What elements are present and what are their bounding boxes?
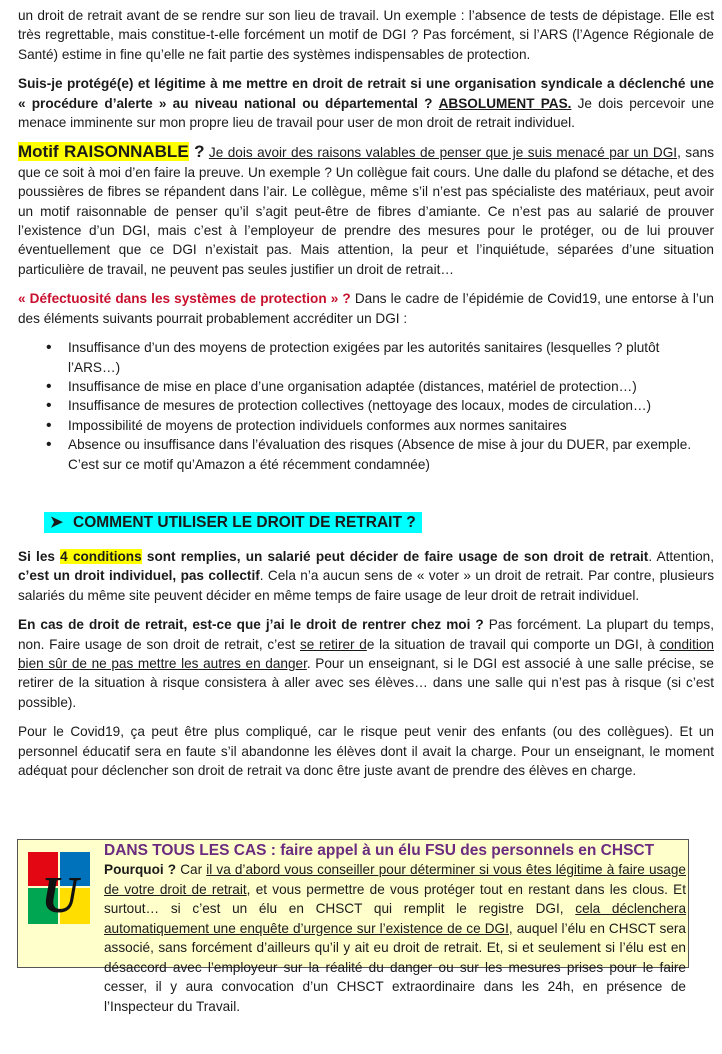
list-item: • Impossibilité de moyens de protection individuels conformes aux normes sanitaires [68,416,714,435]
section-heading-text: COMMENT UTILISER LE DROIT DE RETRAIT ? [73,513,416,531]
box-text-u2: cela déclenchera automatiquement une enquête d’urgence sur l’existence de ce DGI, [104,901,686,936]
paragraph-defectuosite [18,289,714,328]
section-heading [44,512,422,533]
list-item: • Insuffisance de mesures de protection collectives (nettoyage des locaux, modes de circulation…) [68,396,714,415]
paragraph-motif [18,142,714,279]
text-conditions-c: . Attention, [648,548,714,564]
question-alerte: Suis-je protégé(e) et légitime à me mettre en droit de retrait si une organisation syndicale a déclenché une « procédure d’alerte » au niveau national ou départemental ? [18,76,714,111]
label-defectuosite: « Défectuosité dans les systèmes de protection » ? [18,291,351,307]
box-text-a: Car [176,862,207,877]
text-conditions-d: c’est un droit individuel, pas collectif [18,568,260,584]
arrow-right-icon: ➤ [50,513,63,531]
paragraph-rentrer [18,615,714,712]
answer-alerte: ABSOLUMENT PAS. [438,95,572,111]
text-conditions-b: sont remplies, un salarié peut décider de faire usage de son droit de retrait [141,548,649,564]
paragraph-alerte [18,74,714,132]
text-conditions-e: . Cela n’a aucun sens de « voter » un droit de retrait. Par contre, plusieurs salariés du même site peuvent décider en même temps de faire usage de leur droit de retrait individuel. [18,568,714,603]
label-motif: Motif RAISONNABLE [18,142,189,162]
text-rentrer-u2: condition bien sûr de ne pas mettre les autres en danger [18,636,714,671]
question-rentrer: En cas de droit de retrait, est-ce que j’ai le droit de rentrer chez moi ? [18,617,484,633]
list-item: • Absence ou insuffisance dans l’évaluation des risques (Absence de mise à jour du DUER, par exemple. C’est sur ce motif qu’Amazon a été récemment condamnée) [68,435,714,474]
box-text-b: , et vous permettre de vous protéger tout en restant dans les clous. Et surtout… si c’est un élu en CHSCT qui remplit le registre DGI, [104,881,686,916]
info-box [17,839,689,1014]
document-page [18,6,714,790]
svg-text:U: U [41,867,79,924]
highlight-4-conditions: 4 conditions [60,548,142,564]
list-criteres [18,338,714,474]
text-defectuosite: Dans le cadre de l’épidémie de Covid19, une entorse à l’un des éléments suivants pourrait probablement accréditer un DGI : [18,291,714,326]
text-alerte: Je dois percevoir une menace imminente sur mon propre lieu de travail pour user de mon droit de retrait individuel. [18,95,715,131]
box-text-u1: il va d’abord vous conseiller pour déterminer si vous êtes légitime à faire usage de votre droit de retrait [104,862,686,897]
text-motif: , sans que ce soit à moi d’en faire la preuve. Un exemple ? Un collègue fait cours. Une dalle du plafond se détache, et des poussières de fibres se répandent dans l’air. Le collègue, même s’il n’est pas spécialiste des matériaux, peut avoir un motif raisonnable de penser qu’il s’agit peut-être de fibres d’amiante. Ce n’est pas au salarié de prouver l’existence d’un DGI, mais c’est à l’employeur de prendre des mesures pour le protéger, ou de lui prouver éventuellement que ce DGI n’existait pas. Mais attention, la peur et l’inquiétude, séparées d’une situation particulière de travail, ne peuvent pas seules justifier un droit de retrait… [18,145,715,277]
box-text [28,860,686,1016]
paragraph-tests: un droit de retrait avant de se rendre sur son lieu de travail. Un exemple : l’absence de tests de dépistage. Elle est très regrettable, mais constitue-t-elle forcément un motif de DGI ? Pas forcément, si l’ARS (l’Agence Régionale de Santé) estime in fine qu’elle ne fait partie des systèmes indispensables de protection. [18,8,714,62]
list-item: • Insuffisance d’un des moyens de protection exigées par les autorités sanitaires (lesquelles ? plutôt l’ARS…) [68,338,714,377]
text-conditions-a: Si les [18,548,61,564]
text-rentrer-c: . Pour un enseignant, si le DGI est associé à une salle précise, se retirer de la situation à risque consistera à aller avec ses élèves… dans une salle qui n’est pas à risque (si c’est possible). [18,655,714,710]
list-item: • Insuffisance de mise en place d’une organisation adaptée (distances, matériel de protection…) [68,377,714,396]
label-motif-q: ? [188,142,205,162]
paragraph-conditions [18,547,714,605]
text-rentrer-u1: se retirer d [299,636,367,652]
box-question: Pourquoi ? [104,862,177,877]
box-title: DANS TOUS LES CAS : faire appel à un élu FSU des personnels en CHSCT [104,842,655,859]
text-rentrer-a: Pas forcément. La plupart du temps, non. Faire usage de son droit de retrait, c’est [18,617,714,652]
text-motif-underlined: Je dois avoir des raisons valables de penser que je suis menacé par un DGI [208,145,678,161]
box-text-c: auquel l’élu en CHSCT sera associé, sans forcément d’ailleurs qu’il y ait eu droit de retrait. Et, si et seulement si l’élu est en désaccord avec l’employeur sur la réalité du danger ou sur les mesures prises pour le faire cesser, il y aura convocation d’un CHSCT extraordinaire dans les 24h, en présence de l’Inspecteur du Travail. [104,920,686,1014]
text-rentrer-b: e la situation de travail qui comporte un DGI, à [366,636,660,652]
paragraph-covid: Pour le Covid19, ça peut être plus compliqué, car le risque peut venir des enfants (ou des collègues). Et un personnel éducatif sera en faute s’il abandonne les élèves dont il avait la charge. Pour un enseignant, le moment adéquat pour déclencher son droit de retrait va donc être juste avant de prendre des élèves en charge. [18,724,714,778]
